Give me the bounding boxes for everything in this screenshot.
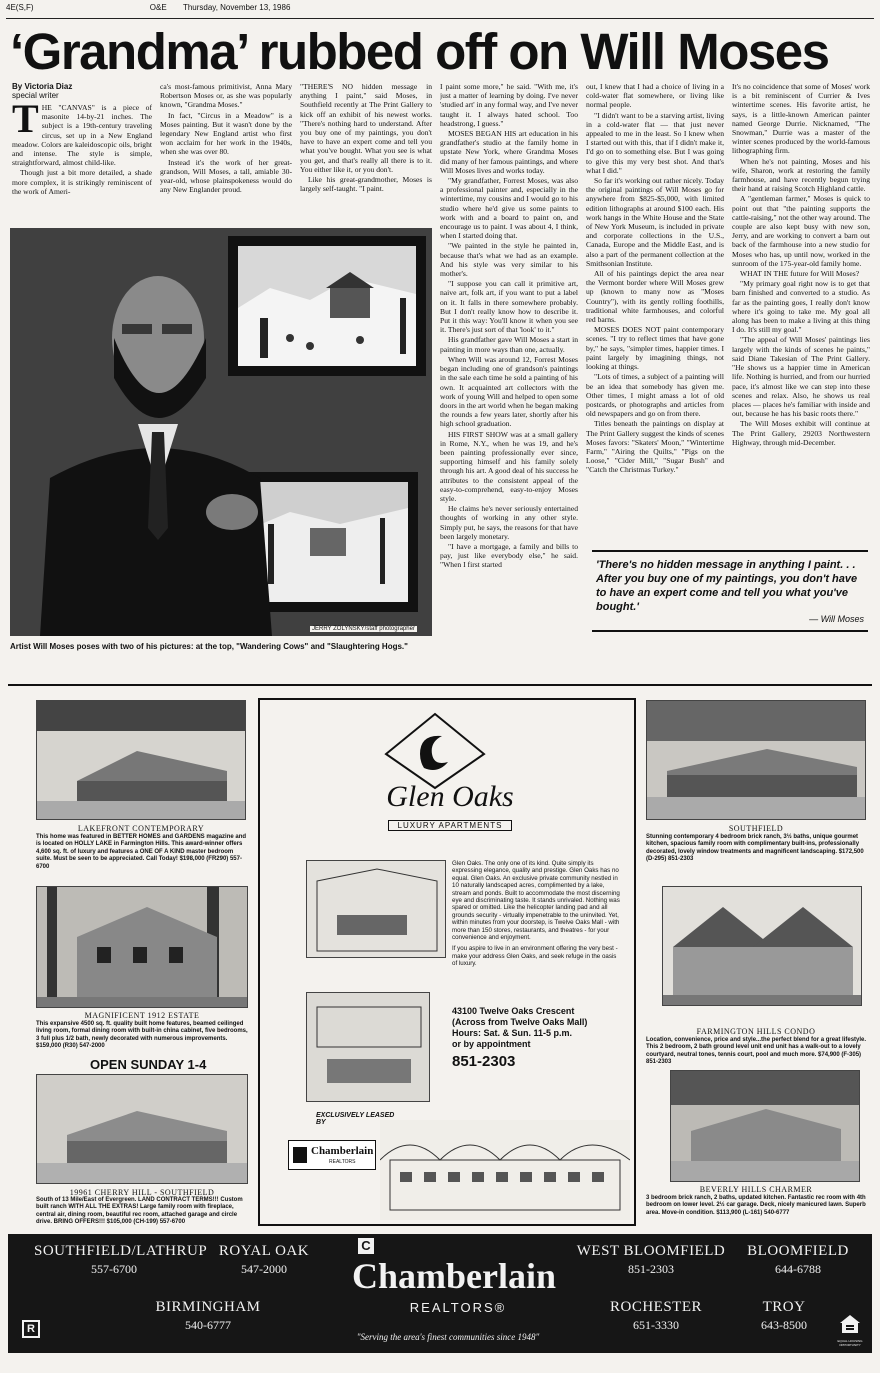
house-illustration: [647, 701, 866, 820]
glen-oaks-phone: 851-2303: [452, 1053, 516, 1070]
folio-page: 4E(S,F): [6, 3, 34, 12]
article-photo: [10, 228, 432, 636]
page-folio: [6, 3, 874, 19]
paragraph: Instead it's the work of her great-grandson, Will Moses, a tall, amiable 30-year-old, whose plainspokeness would do any New Englander proud.: [160, 157, 292, 195]
paragraph: out, I knew that I had a choice of living in a cold-water flat somewhere, or living like normal people.: [586, 82, 724, 110]
exclusive-label: EXCLUSIVELY LEASED BY: [316, 1112, 395, 1126]
office-name: ROCHESTER: [609, 1299, 702, 1315]
ad-divider: [8, 684, 872, 686]
paragraph: "Lots of times, a subject of a painting will be an idea that somebody has given me. Other times, I might amass a lot of old postcards, or photographs and articles from old newspapers and go on from there.: [586, 372, 724, 419]
equal-housing-badge: [834, 1314, 866, 1347]
byline-name: By Victoria Diaz: [12, 82, 73, 91]
article-col-2: [160, 82, 292, 226]
glen-oaks-logo-icon: [380, 710, 490, 790]
glen-oaks-across: (Across from Twelve Oaks Mall): [452, 1017, 588, 1027]
house-photo-condo: [662, 886, 862, 1006]
glen-oaks-copy: [452, 860, 622, 968]
glen-oaks-hours: Hours: Sat. & Sun. 11-5 p.m.: [452, 1028, 573, 1038]
equal-housing-icon: [839, 1314, 861, 1334]
house-photo-cherry-hill: [36, 1074, 248, 1184]
paragraph: When he's not painting, Moses and his wife, Sharon, work at restoring the family farmhouse, and have recently begun trying their hand at raising Scotch Highland cattle.: [732, 156, 870, 194]
article-col-6: [732, 82, 870, 542]
article-col-4: [440, 82, 578, 672]
paragraph: When Will was around 12, Forrest Moses began including one of grandson's paintings in the sale each time he sold a painting of his own. It acquainted art collectors with the work of young Will and helped to open some doors in the art world when he began making the rounds a few years later, shortly after his high school graduation.: [440, 354, 578, 429]
dropcap: T: [12, 103, 39, 141]
office-phone: 851-2303: [628, 1262, 674, 1276]
office-phone: 557-6700: [91, 1262, 137, 1276]
paragraph: Like his great-grandmother, Moses is largely self-taught. "I paint.: [300, 175, 432, 194]
office-birmingham: [128, 1298, 288, 1334]
paragraph: I paint some more," he said. "With me, it's just a matter of learning by doing. I've never 'studied art' in any formal way, and I've never taught it. I always hated school. Too headstrong, I guess.": [440, 82, 578, 128]
office-royal-oak: [204, 1242, 324, 1278]
chamberlain-logo-icon: C: [358, 1238, 374, 1254]
glen-oaks-address: 43100 Twelve Oaks Crescent: [452, 1006, 575, 1016]
headline: ‘Grandma’ rubbed off on Will Moses: [10, 23, 829, 80]
equal-housing-text: EQUAL HOUSING OPPORTUNITY: [837, 1339, 863, 1347]
ad-title: SOUTHFIELD: [728, 824, 784, 833]
paragraph: "My grandfather, Forrest Moses, was also a professional painter and, especially in the wintertime, my cousins and I would go to his studio where he'd give us some paints to work with and a board to paint on, and encourage us to paint. I was about 4, I think, when I started doing that.: [440, 176, 578, 241]
house-illustration: [671, 1071, 860, 1182]
ad-text: South of 13 Mile/East of Evergreen. LAND CONTRACT TERMS!!! Custom built ranch WITH ALL THE EXTRAS! Large family room with fireplace, central air, dining room, beautiful rec room, attached garage and circle drive. BRING OFFERS!!! $105,000 (CH-199) 557-6700: [36, 1197, 243, 1226]
glen-oaks-contact: [452, 1006, 632, 1070]
paragraph: MOSES BEGAN HIS art education in his grandfather's studio at the family home in upstate New York, where Grandma Moses did many of her famous paintings, and where Will Moses lives and works today.: [440, 129, 578, 175]
chamberlain-realtors: REALTORS®: [409, 1300, 507, 1315]
paragraph: "We painted in the style he painted in, because that's what we had as an example. And his style was very similar to his mother's.: [440, 241, 578, 279]
house-illustration: [37, 887, 248, 1008]
office-southfield: [34, 1242, 208, 1278]
interior-photo-1: [306, 860, 446, 958]
chamberlain-badge-sub: REALTORS: [329, 1159, 356, 1165]
folio-date: Thursday, November 13, 1986: [182, 3, 291, 12]
glen-oaks-appointment: or by appointment: [452, 1039, 531, 1049]
paragraph: It's no coincidence that some of Moses' work is a bit reminiscent of Currier & Ives wintertime scenes. His favorite artist, he says, is a little-known American painter named George Durrie. Nicknamed, "The Snowman," Durrie was a master of the winter scenes produced by the world-famous lithographing firm.: [732, 82, 870, 156]
ad-text: Stunning contemporary 4 bedroom brick ranch, 3½ baths, unique gourmet kitchen, spacious family room with complimentary built-ins, professionally decorated, lovely window treatments and magnificent landscaping. $172,500 (D-295) 851-2303: [646, 834, 864, 863]
ad-title: BEVERLY HILLS CHARMER: [699, 1185, 813, 1194]
paragraph: "My primary goal right now is to get that barn finished and converted to a studio. As far as the painting goes, I really don't know where it's going to take me. My goal all along has been to make a living at this thing I do. It's still my goal.": [732, 279, 870, 335]
chamberlain-banner: [8, 1234, 872, 1353]
byline: [12, 82, 162, 100]
paragraph: "The appeal of Will Moses' paintings lies largely with the kinds of scenes he paints," said Diane Takesian of The Print Gallery. "He shows us a happier time in American life. Nothing is hurried, and from our hurried pace, it's almost like we can step into these scenes and relax. Also, he shows us real places — places he's familiar with inside and out, because he has his basic roots there.": [732, 335, 870, 419]
office-name: BLOOMFIELD: [747, 1243, 849, 1259]
house-photo-beverly: [670, 1070, 860, 1182]
paragraph: WHAT IN THE future for Will Moses?: [740, 269, 860, 279]
paragraph: ca's most-famous primitivist, Anna Mary Robertson Moses or, as she was popularly known, "Grandma Moses.": [160, 82, 292, 110]
office-west-bloomfield: [576, 1242, 726, 1278]
article-col-1: [12, 103, 152, 226]
glen-oaks-ad: [258, 698, 636, 1226]
paragraph: Titles beneath the paintings on display at The Print Gallery suggest the kinds of scenes Moses favors: "Skaters' Moon," "Wintertime Farm," "Airing the Quilts," "Pigs on the Loose," "Cider Mill," "Sugar Bush" and "Catch the Christmas Turkey.": [586, 419, 724, 475]
office-name: SOUTHFIELD/LATHRUP: [34, 1243, 208, 1259]
chamberlain-badge-name: Chamberlain: [311, 1145, 374, 1157]
apartment-complex-illustration: [380, 1120, 630, 1220]
house-photo-estate: [36, 886, 248, 1008]
interior-illustration: [307, 861, 446, 958]
interior-photo-2: [306, 992, 430, 1102]
office-name: ROYAL OAK: [218, 1243, 310, 1259]
office-troy: [744, 1298, 824, 1334]
office-bloomfield: [738, 1242, 858, 1278]
ad-text: This expansive 4500 sq. ft. quality built home features, beamed ceilinged living room, formal dining room with built-in china cabinet, five bedrooms, 3 full plus 1/2 bath, newly decorated with numerous improvements. $159,000 (R30) 547-2000: [36, 1021, 248, 1050]
open-house-label: OPEN SUNDAY 1-4: [90, 1057, 207, 1072]
paragraph: Though just a bit more detailed, a shade more complex, it is strikingly reminiscent of the work of Ameri-: [12, 168, 152, 196]
house-illustration: [663, 887, 862, 1006]
office-phone: 644-6788: [775, 1262, 821, 1276]
paragraph: HE "CANVAS" is a piece of masonite 14-by-21 inches. The subject is a 19th-century traveling circus, set up in a New England meadow. Colors are kaleidoscopic oils, bright and intense. The style is simple, straightforward, almost child-like.: [12, 103, 152, 168]
chamberlain-badge-icon: [293, 1147, 307, 1163]
pull-quote: 'There's no hidden message in anything I paint. . . After you buy one of my paintings, you don't have to have an expert come and tell you what you've bought.': [596, 559, 858, 613]
office-name: TROY: [762, 1299, 806, 1315]
office-phone: 547-2000: [241, 1262, 287, 1276]
chamberlain-brand: Chamberlain: [351, 1256, 556, 1296]
house-photo-lakefront: [36, 700, 246, 820]
office-phone: 651-3330: [633, 1318, 679, 1332]
chamberlain-badge: [288, 1140, 376, 1170]
paragraph: MOSES DOES NOT paint contemporary scenes. "I try to reflect times that have gone by," he says, "simpler times, happier times. I paint largely by imagining things, not looking at things.: [586, 325, 724, 372]
article-col-5: [586, 82, 724, 542]
ad-text: Location, convenience, price and style...the perfect blend for a great lifestyle. This 2 bedroom, 2 bath ground level unit end unit has a walk-out to a lovely courtyard, neutral tones, tennis court, pool and much more. $74,900 (F-305) 851-2303: [646, 1037, 867, 1066]
photo-illustration: [10, 228, 432, 636]
paragraph: "I have a mortgage, a family and bills to pay, just like everybody else," he said. "When I first started: [440, 541, 578, 570]
paragraph: "I suppose you can call it primitive art, naive art, folk art, if you want to put a label on it. It falls in there somewhere probably. But I don't really know how to describe it. Put it this way: You'll know it when you see it. There's just sort of that 'look' to it.": [440, 279, 578, 335]
paragraph: A "gentleman farmer," Moses is quick to point out that "the painting supports the cattle-raising," not the other way around. The couple are also kept busy with new son, Jerry, and are working to convert a barn out back of the farmhouse into a new studio for Moses who has, up until now, worked in the sunroom of the 175-year-old family home.: [732, 194, 870, 268]
paragraph: His grandfather gave Will Moses a start in painting in more ways than one, actually.: [440, 335, 578, 354]
pull-quote-attribution: — Will Moses: [809, 614, 864, 624]
house-photo-southfield: [646, 700, 866, 820]
interior-illustration: [307, 993, 430, 1102]
office-rochester: [596, 1298, 716, 1334]
glen-oaks-logo-text: Glen Oaks: [386, 780, 514, 813]
paragraph: The Will Moses exhibit will continue at The Print Gallery, 29203 Northwestern Highway, through mid-December.: [732, 419, 870, 447]
paragraph: "I didn't want to be a starving artist, living in a cold-water flat — that just never appealed to me in the least. So I knew when I started out with this, that if I didn't make it, I'd go on to something else. But I was going to give this my very best shot. And that's what I did.": [586, 110, 724, 175]
ad-title: 19961 CHERRY HILL - SOUTHFIELD: [69, 1188, 215, 1197]
ad-title: LAKEFRONT CONTEMPORARY: [77, 824, 205, 833]
paragraph: He claims he's never seriously entertained thoughts of working in any other style. Simply put, he says, the reasons for that have been largely monetary.: [440, 504, 578, 541]
house-illustration: [37, 1075, 248, 1184]
paragraph: So far it's working out rather nicely. Today the original paintings of Will Moses go for anywhere from $825-$5,000, with limited edition lithographs at around $100 each. His work hangs in the White House and the State of New York Museum, is included in private and corporate collections in the U.S., Canada, Europe and the Middle East, and is also a part of the permanent collection at the Smithsonian Institute.: [586, 176, 724, 268]
photo-caption: Artist Will Moses poses with two of his pictures: at the top, "Wandering Cows" and "Slaughtering Hogs.": [10, 642, 408, 651]
ad-text: 3 bedroom brick ranch, 2 baths, updated kitchen. Fantastic rec room with 4th bedroom on lower level. 2½ car garage. Deck, nicely manicured lawn. Superb area. Move-in condition. $113,900 (L-161) 540-6777: [646, 1195, 866, 1216]
article-col-3: [300, 82, 432, 226]
glen-oaks-text-2: If you aspire to live in an environment offering the very best - make your address Glen Oaks, and seek refuge in the oasis of luxury.: [452, 945, 618, 968]
ad-title: MAGNIFICENT 1912 ESTATE: [84, 1011, 200, 1020]
glen-oaks-sub: LUXURY APARTMENTS: [388, 820, 512, 831]
ad-title: FARMINGTON HILLS CONDO: [696, 1027, 816, 1036]
office-phone: 643-8500: [761, 1318, 807, 1332]
paragraph: HIS FIRST SHOW was at a small gallery in Rome, N.Y., when he was 19, and he's been painting professionally ever since, supporting himself and his family solely through his art. A good deal of his success he attributes to the consistent appeal of the easy-to-comprehend, easy-to-enjoy Moses style.: [440, 429, 578, 503]
glen-oaks-text: Glen Oaks. The only one of its kind. Quite simply its expressing elegance, quality and prestige. Glen Oaks has no equal. Glen Oaks. An exclusive private community nestled in 10 naturally landscaped acres, complimented by a lake, stream and ponds. Built to accommodate the most discerning eye and discriminating taste. It stands unrivaled. Nothing was spared or omitted. Like the helicopter landing pad and all grounds security - virtually impenetrable to the uninvited. Yet, within minutes from your doorstep, is Twelve Oaks Mall - with more than 150 stores, restaurants, and theatres - for your convenience and enjoyment.: [452, 860, 620, 942]
folio-paper: O&E: [149, 3, 167, 12]
house-illustration: [37, 701, 246, 820]
office-name: BIRMINGHAM: [155, 1299, 261, 1315]
paragraph: "THERE'S NO hidden message in anything I paint," said Moses, in Southfield recently at The Print Gallery to kick off an exhibit of his newest works. "There's nothing hard to understand. After you buy one of my paintings, you don't have to have an expert come and tell you what you've bought. What you see is what you get, and that's really all there is to it. You either like it, or you don't.: [300, 82, 432, 174]
byline-role: special writer: [12, 91, 59, 100]
office-phone: 540-6777: [185, 1318, 231, 1332]
ad-text: This home was featured in BETTER HOMES and GARDENS magazine and is located on HOLLY LAKE in Farmington Hills. This award-winner offers 4,600 sq. ft. of luxury and features a ONE OF A KIND master bedroom suite. Must be seen to be appreciated. Call Today! $198,000 (FR290) 557-6700: [36, 834, 247, 870]
office-name: WEST BLOOMFIELD: [576, 1243, 726, 1259]
realtor-r-icon: R: [22, 1320, 40, 1338]
chamberlain-tagline: "Serving the area's finest communities since 1948": [356, 1332, 540, 1342]
photo-credit: JERRY ZOLYNSKY/staff photographer: [312, 626, 415, 632]
paragraph: In fact, "Circus in a Meadow" is a Moses painting. But it wasn't done by the legendary New England artist who first won acclaim for her work in the 1940s, when she was over 80.: [160, 110, 292, 157]
pull-quote-box: [592, 550, 868, 632]
paragraph: All of his paintings depict the area near the Vermont border where Will Moses grew up (known to many now as "Moses Country"), with its gently rolling foothills, traditional white farmhouses, and colorful red barns.: [586, 269, 724, 325]
